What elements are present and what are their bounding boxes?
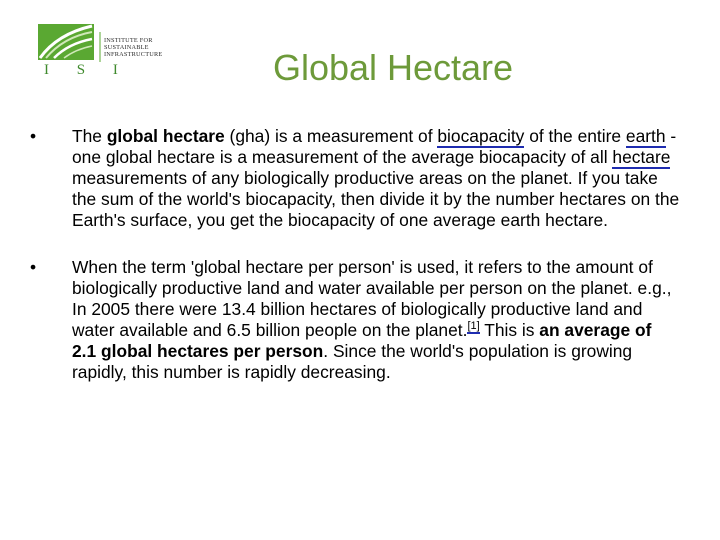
text: When the term 'global hectare per person' is used, it refers to the amount of biologically productive land and water available per person on the planet. e.g., In 2005 there were 13.4 billion hectares of biologically productive land and water available and 6.5 billion people on the planet. bbox=[72, 257, 672, 340]
logo-abbreviation: I S I bbox=[44, 62, 130, 78]
logo-line-1: INSTITUTE FOR bbox=[104, 37, 153, 44]
logo-line-2: SUSTAINABLE bbox=[104, 44, 149, 52]
text: (gha) is a measurement of bbox=[224, 126, 438, 146]
text: - one global hectare is a measurement of the average biocapacity of all bbox=[72, 126, 677, 167]
text: The bbox=[72, 126, 107, 146]
text: measurements of any biologically productive areas on the planet. If you take the sum of the world's biocapacity, then divide it by the number hectares on the Earth's surface, you get the biocapacity of one average earth hectare. bbox=[72, 168, 680, 230]
link-reference-1[interactable]: [1] bbox=[467, 320, 480, 333]
logo-wordmark bbox=[104, 37, 162, 59]
bullet-per-person bbox=[30, 257, 680, 383]
bold-average: an average of 2.1 global hectares per person bbox=[72, 320, 652, 361]
text: . Since the world's population is growing rapidly, this number is rapidly decreasing. bbox=[72, 341, 633, 382]
logo-line-3: INFRASTRUCTURE bbox=[104, 51, 163, 59]
slide-content bbox=[30, 126, 680, 409]
text: This is bbox=[479, 320, 540, 340]
link-biocapacity[interactable]: biocapacity bbox=[437, 126, 525, 146]
isi-logo bbox=[36, 22, 182, 80]
reference-superscript bbox=[467, 320, 479, 334]
bold-term: global hectare bbox=[106, 126, 225, 146]
slide-title: Global Hectare bbox=[272, 47, 514, 88]
link-earth[interactable]: earth bbox=[625, 126, 666, 146]
text: of the entire bbox=[524, 126, 626, 146]
bullet-global-hectare-definition bbox=[30, 126, 680, 231]
link-hectare[interactable]: hectare bbox=[612, 147, 671, 167]
